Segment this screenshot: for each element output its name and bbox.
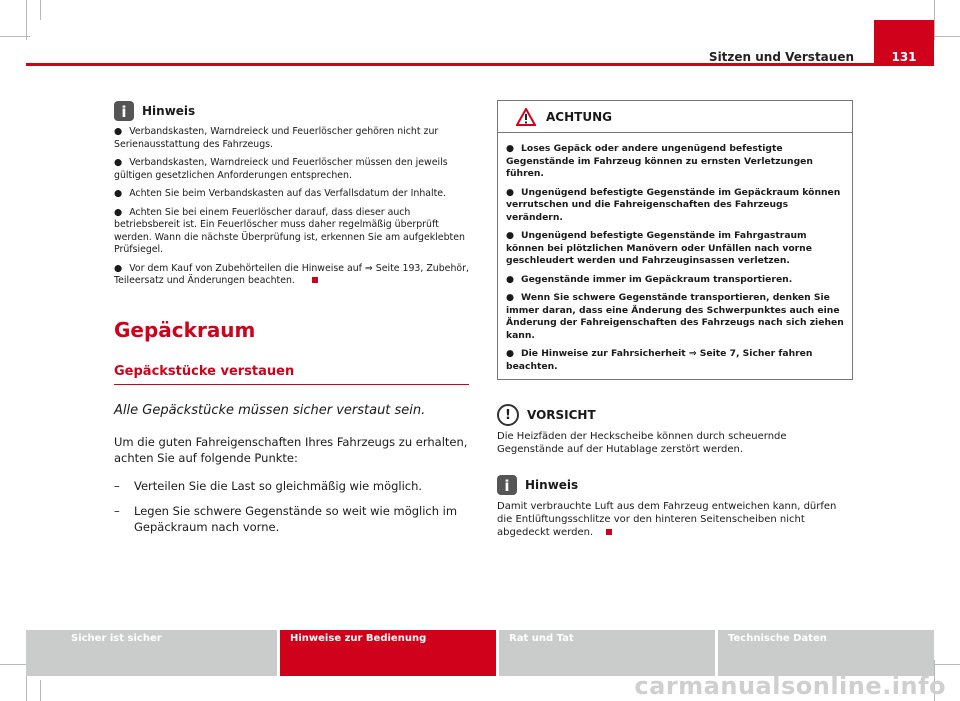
nav-tab-bedienung[interactable]: Hinweise zur Bedienung bbox=[280, 630, 496, 676]
list-item: ● Die Hinweise zur Fahrsicherheit ⇒ Seite 7, Sicher fahren beachten. bbox=[506, 348, 813, 372]
list-item: ● Verbandskasten, Warndreieck und Feuerlöscher müssen den jeweils gültigen gesetzlichen Anforderungen entsprechen. bbox=[114, 157, 448, 181]
vorsicht-title: VORSICHT bbox=[527, 408, 596, 422]
info-note-icon: i bbox=[114, 101, 134, 121]
list-item: – Legen Sie schwere Gegenstände so weit wie möglich im Gepäckraum nach vorne. bbox=[114, 503, 458, 534]
list-item: – Verteilen Sie die Last so gleichmäßig wie möglich. bbox=[114, 478, 423, 493]
list-item: ● Verbandskasten, Warndreieck und Feuerlöscher gehören nicht zur Serienausstattung des Fahrzeugs. bbox=[114, 126, 439, 150]
list-item: ● Gegenstände immer im Gepäckraum transportieren. bbox=[506, 273, 793, 285]
left-column bbox=[114, 100, 469, 544]
hinweis-title-2: Hinweis bbox=[525, 478, 579, 492]
right-column bbox=[497, 100, 853, 539]
hinweis-header-2 bbox=[497, 474, 853, 496]
lead-text: Alle Gepäckstücke müssen sicher verstaut sein. bbox=[114, 402, 426, 418]
section-title: Sitzen und Verstauen bbox=[708, 50, 854, 64]
caution-exclamation-icon: ! bbox=[497, 404, 519, 426]
info-note-icon: i bbox=[497, 475, 517, 495]
list-item: ● Ungenügend befestigte Gegenstände im Gepäckraum können verrutschen und die Fahreigenschaften des Fahrzeugs verändern. bbox=[506, 186, 841, 223]
list-item: ● Loses Gepäck oder andere ungenügend befestigte Gegenstände im Fahrzeug können zu ernsten Verletzungen führen. bbox=[506, 143, 813, 179]
intro-text: Um die guten Fahreigenschaften Ihres Fahrzeugs zu erhalten, achten Sie auf folgende Punkte: bbox=[114, 434, 468, 465]
nav-tab-technische-daten[interactable]: Technische Daten bbox=[718, 630, 934, 676]
achtung-header bbox=[498, 101, 852, 133]
hinweis-header bbox=[114, 100, 469, 122]
vorsicht-header bbox=[497, 404, 853, 426]
steps-list bbox=[114, 478, 469, 535]
list-item: ● Vor dem Kauf von Zubehörteilen die Hinweise auf ⇒ Seite 193, Zubehör, Teileersatz und Änderungen beachten. bbox=[114, 262, 469, 286]
nav-tab-sicher[interactable]: Sicher ist sicher bbox=[26, 630, 277, 676]
nav-tab-rat-und-tat[interactable]: Rat und Tat bbox=[499, 630, 715, 676]
section-end-mark bbox=[606, 529, 612, 535]
chapter-nav bbox=[26, 630, 934, 676]
page-number: 131 bbox=[891, 50, 917, 64]
chapter-heading: Gepäckraum bbox=[114, 317, 256, 342]
watermark: carmanualsonline.info bbox=[634, 672, 946, 700]
hinweis-title: Hinweis bbox=[142, 104, 196, 118]
section-heading: Gepäckstücke verstauen bbox=[114, 364, 469, 385]
section-end-mark bbox=[312, 277, 318, 283]
achtung-list bbox=[506, 143, 844, 373]
achtung-box bbox=[497, 100, 853, 380]
achtung-title: ACHTUNG bbox=[546, 109, 612, 124]
list-item: ● Ungenügend befestigte Gegenstände im Fahrgastraum können bei plötzlichen Manövern oder Unfällen nach vorne geschleudert werden und Fahrzeuginsassen verletzen. bbox=[506, 230, 812, 266]
list-item: ● Achten Sie bei einem Feuerlöscher darauf, dass dieser auch betriebsbereit ist. Ein Feuerlöscher muss daher regelmäßig überprüft werden. Wann die nächste Überprüfung ist, erkennen Sie am aufgeklebten Prüfsiegel. bbox=[114, 206, 465, 255]
vorsicht-text: Die Heizfäden der Heckscheibe können durch scheuernde Gegenstände auf der Hutablage zerstört werden. bbox=[497, 431, 787, 455]
hinweis-list bbox=[114, 126, 469, 288]
list-item: ● Achten Sie beim Verbandskasten auf das Verfallsdatum der Inhalte. bbox=[114, 188, 447, 199]
warning-triangle-icon bbox=[516, 108, 536, 126]
hinweis-text-2: Damit verbrauchte Luft aus dem Fahrzeug entweichen kann, dürfen die Entlüftungsschlitze vor den hinteren Seitenscheiben nicht abgedeckt werden. bbox=[497, 501, 837, 538]
list-item: ● Wenn Sie schwere Gegenstände transportieren, denken Sie immer daran, dass eine Änderung des Schwerpunktes auch eine Änderung der Fahreigenschaften des Fahrzeugs nach sich ziehen kann. bbox=[506, 292, 844, 341]
